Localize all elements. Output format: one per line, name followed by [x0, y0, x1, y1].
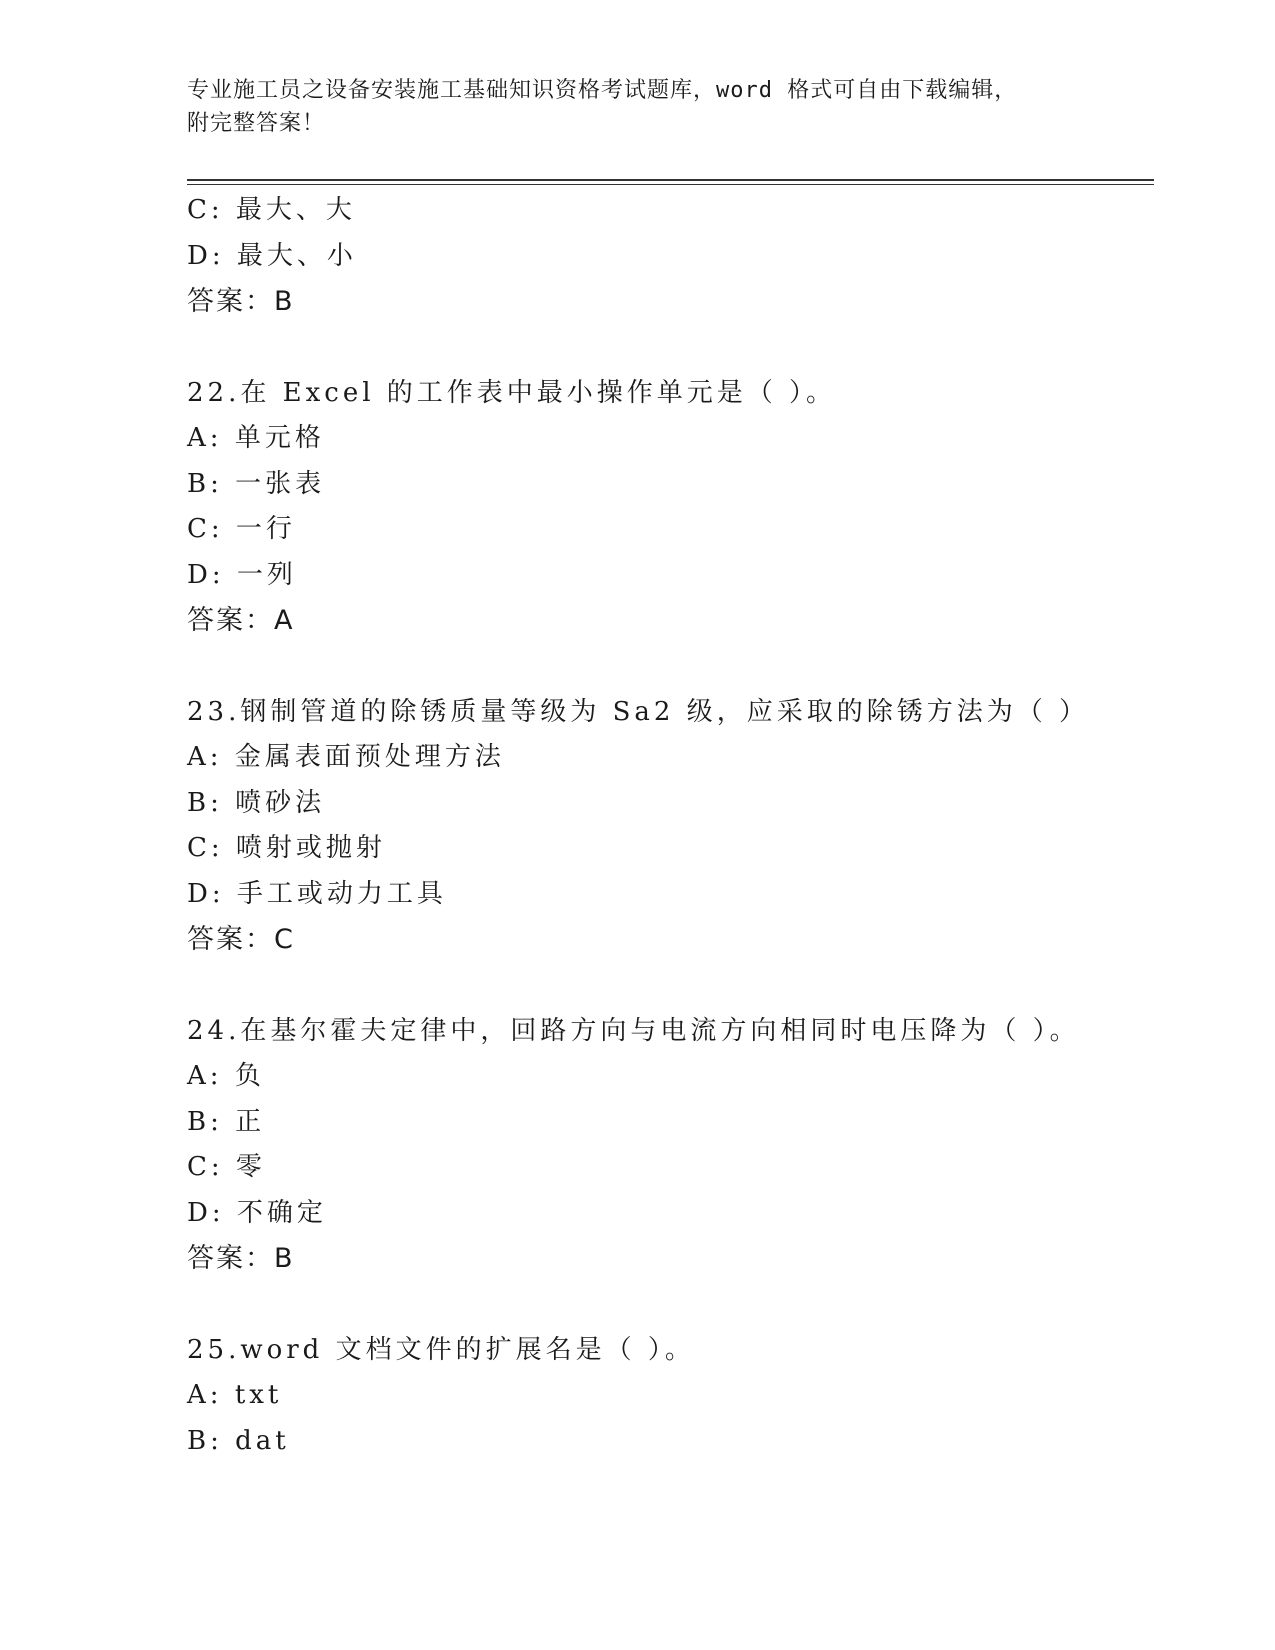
option-key: D:	[187, 1197, 237, 1228]
option-c	[187, 826, 1147, 872]
spacer	[187, 963, 1147, 1009]
spacer	[187, 325, 1147, 371]
answer-line: 答案：C	[187, 924, 295, 955]
option-text: 一行	[235, 514, 296, 544]
option-key: D:	[187, 240, 237, 271]
option-key: D:	[187, 878, 237, 909]
option-c	[187, 1145, 1147, 1191]
question-list	[187, 188, 1147, 1464]
option-text: 喷射或抛射	[235, 833, 386, 863]
option-d	[187, 1191, 1147, 1237]
option-a	[187, 1054, 1147, 1100]
option-b	[187, 1100, 1147, 1146]
option-text: 最大、小	[236, 240, 357, 271]
option-text: 一张表	[235, 468, 326, 499]
option-key: C:	[187, 1152, 236, 1182]
option-b	[187, 781, 1147, 827]
option-key: C:	[187, 514, 236, 544]
option-text: 正	[235, 1106, 266, 1137]
option-text: 零	[235, 1152, 266, 1182]
answer-line: 答案：B	[187, 286, 295, 317]
question-stem: 24.在基尔霍夫定律中，回路方向与电流方向相同时电压降为（ ）。	[187, 1015, 1080, 1046]
answer-line: 答案：B	[187, 1243, 295, 1274]
option-key: A:	[187, 423, 235, 453]
option-text: 负	[234, 1061, 265, 1091]
option-text: 金属表面预处理方法	[234, 742, 505, 772]
spacer	[187, 644, 1147, 690]
document-header	[187, 74, 1087, 140]
option-a	[187, 1373, 1147, 1419]
option-d	[187, 234, 1147, 280]
option-key: A:	[187, 1061, 235, 1091]
option-text: 单元格	[234, 423, 325, 453]
option-d	[187, 872, 1147, 918]
spacer	[187, 1282, 1147, 1328]
option-text: 手工或动力工具	[236, 878, 447, 909]
question-stem: 23.钢制管道的除锈质量等级为 Sa2 级，应采取的除锈方法为（ ）	[187, 696, 1089, 727]
option-key: B:	[187, 468, 236, 499]
option-key: C:	[187, 833, 236, 863]
option-key: C:	[187, 195, 236, 225]
option-text: 不确定	[236, 1197, 327, 1228]
option-key: B:	[187, 1106, 236, 1137]
option-key: A:	[187, 742, 235, 772]
option-c	[187, 188, 1147, 234]
question-stem: 22.在 Excel 的工作表中最小操作单元是（ ）。	[187, 377, 837, 408]
option-text: 最大、大	[235, 195, 356, 225]
option-key: D:	[187, 559, 237, 590]
option-text: 一列	[236, 559, 297, 590]
option-key: A:	[187, 1380, 235, 1410]
option-key: B:	[187, 1425, 236, 1456]
header-title-line-2: 附完整答案！	[187, 111, 326, 136]
option-c	[187, 507, 1147, 553]
header-divider	[187, 179, 1154, 185]
option-key: B:	[187, 787, 236, 818]
option-text: dat	[235, 1425, 290, 1456]
option-text: 喷砂法	[235, 787, 326, 818]
option-a	[187, 735, 1147, 781]
option-b	[187, 462, 1147, 508]
header-title-line-1: 专业施工员之设备安装施工基础知识资格考试题库，word 格式可自由下载编辑，	[187, 78, 1018, 103]
option-b	[187, 1419, 1147, 1465]
option-a	[187, 416, 1147, 462]
option-d	[187, 553, 1147, 599]
option-text: txt	[234, 1380, 283, 1410]
answer-line: 答案：A	[187, 605, 295, 636]
question-stem: 25.word 文档文件的扩展名是（ ）。	[187, 1334, 695, 1365]
